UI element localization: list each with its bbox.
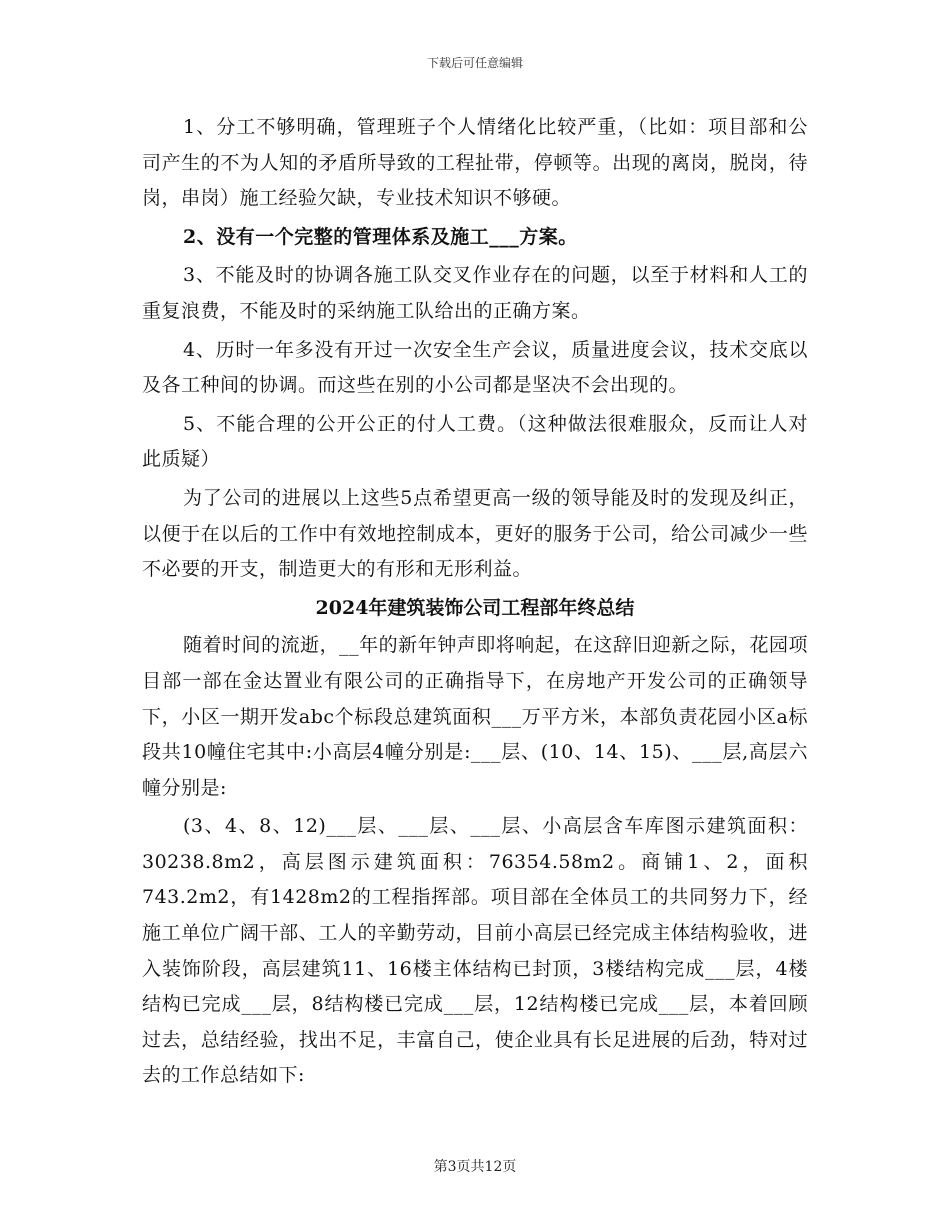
section-title: 2024年建筑装饰公司工程部年终总结	[315, 596, 635, 619]
page-footer: 第3页共12页	[433, 1159, 517, 1175]
paragraph-item-2: 2、没有一个完整的管理体系及施工___方案。	[183, 225, 578, 248]
paragraph-conclusion: 为了公司的进展以上这些5点希望更高一级的领导能及时的发现及纠正，以便于在以后的工作中有效地控制成本，更好的服务于公司，给公司减少一些不必要的开支，制造更大的有形和无形利益。	[142, 486, 808, 581]
page-header: 下载后可任意编辑	[426, 56, 523, 70]
document-body	[142, 110, 808, 1097]
paragraph-item-1: 1、分工不够明确，管理班子个人情绪化比较严重，（比如：项目部和公司产生的不为人知的矛盾所导致的工程扯带，停顿等。出现的离岗，脱岗，待岗，串岗）施工经验欠缺，专业技术知识不够硬。	[142, 116, 808, 210]
paragraph-intro: 随着时间的流逝，__年的新年钟声即将响起，在这辞旧迎新之际，花园项目部一部在金达置业有限公司的正确指导下，在房地产开发公司的正确领导下，小区一期开发abc个标段总建筑面积___万平方米，本部负责花园小区a标段共10幢住宅其中:小高层4幢分别是:___层、(10、14、15)、___层,高层六幢分别是:	[142, 634, 808, 799]
paragraph-item-5: 5、不能合理的公开公正的付人工费。（这种做法很难服众，反而让人对此质疑）	[142, 412, 808, 471]
paragraph-item-4: 4、历时一年多没有开过一次安全生产会议，质量进度会议，技术交底以及各工种间的协调。而这些在别的小公司都是坚决不会出现的。	[142, 338, 808, 397]
paragraph-details: (3、4、8、12)___层、___层、___层、小高层含车库图示建筑面积：30238.8m2，高层图示建筑面积：76354.58m2。商铺1、2，面积743.2m2，有1428m2的工程指挥部。项目部在全体员工的共同努力下，经施工单位广阔干部、工人的辛勤劳动，目前小高层已经完成主体结构验收，进入装饰阶段，高层建筑11、16楼主体结构已封顶，3楼结构完成___层，4楼结构已完成___层，8结构楼已完成___层，12结构楼已完成___层，本着回顾过去，总结经验，找出不足，丰富自己，使企业具有长足进展的后劲，特对过去的工作总结如下:	[142, 815, 808, 1087]
paragraph-item-3: 3、不能及时的协调各施工队交叉作业存在的问题，以至于材料和人工的重复浪费，不能及时的采纳施工队给出的正确方案。	[142, 264, 808, 322]
